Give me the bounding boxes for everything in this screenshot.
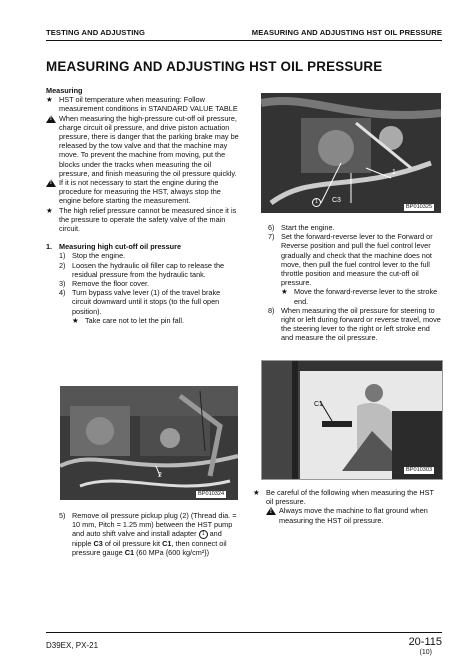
step-number: 6) xyxy=(268,223,275,232)
tool-code: C3 xyxy=(93,538,103,548)
step-number: 8) xyxy=(268,305,275,315)
photo-caption: BP010303 xyxy=(406,467,433,473)
star-icon: ★ xyxy=(281,287,288,297)
step-text: of oil pressure kit xyxy=(104,538,161,548)
note-text: HST oil temperature when measuring: Follow measurement conditions in STANDARD VALUE TABLE xyxy=(59,95,238,114)
note-relief-pressure xyxy=(46,206,239,234)
step-3 xyxy=(59,279,239,288)
section-heading xyxy=(46,242,239,251)
step-number: 1) xyxy=(59,251,66,261)
warning-parking-brake xyxy=(46,114,239,178)
callout-adapter: 1 xyxy=(312,198,321,207)
step-text: , then connect oil pressure gauge xyxy=(72,538,227,558)
header-section: TESTING AND ADJUSTING xyxy=(46,28,145,37)
note-caution xyxy=(253,488,442,506)
step-text: Remove oil pressure pickup plug (2) (Thread dia. = 10 mm, Pitch = 1.25 mm) between the HST pump and auto shift valve and install adapter xyxy=(72,511,237,539)
footer-rule xyxy=(46,632,442,633)
step-text: When measuring the oil pressure for steering to right or left during forward or reverse travel, move the steering lever to the right or left stroke end and measure the oil pressure. xyxy=(281,305,441,343)
callout-gauge: C1 xyxy=(314,401,323,408)
photo-caption: BP010324 xyxy=(198,491,225,497)
photo-artwork xyxy=(261,93,441,213)
step-number: 2) xyxy=(59,260,66,270)
tool-code: C1 xyxy=(162,538,172,548)
note-text: Take care not to let the pin fall. xyxy=(85,315,184,325)
right-steps xyxy=(268,223,442,343)
photo-artwork xyxy=(262,361,442,479)
step-text: and nipple xyxy=(72,529,222,548)
warning-icon xyxy=(266,507,276,515)
step-number: 4) xyxy=(59,288,66,298)
step-5 xyxy=(59,511,239,557)
step-5-text xyxy=(59,511,239,557)
step-text: (60 MPa {600 kg/cm²}) xyxy=(136,548,210,558)
step-6 xyxy=(268,223,442,232)
left-column xyxy=(46,86,239,325)
section-title: Measuring high cut-off oil pressure xyxy=(59,242,182,252)
star-icon: ★ xyxy=(72,315,79,325)
step-text: Start the engine. xyxy=(281,223,335,232)
step-7 xyxy=(268,232,442,287)
photo-operator xyxy=(261,360,443,480)
page-title: MEASURING AND ADJUSTING HST OIL PRESSURE xyxy=(46,59,383,74)
photo-bypass-valve xyxy=(60,386,238,500)
step-number: 7) xyxy=(268,232,275,242)
step-text: Loosen the hydraulic oil filler cap to release the residual pressure from the hydraulic tank. xyxy=(72,260,225,279)
note-text: The high relief pressure cannot be measured since it is the pressure to operate the safety valve of the main circuit. xyxy=(59,205,237,234)
step-text: Set the forward-reverse lever to the Forward or Reverse position and pull the fuel control lever gradually and check that the machine does not move, then pull the fuel control lever to the full throttle position and measure the cut-off oil pressure. xyxy=(281,232,433,288)
photo-caption: BP010325 xyxy=(406,204,433,210)
callout-nipple: C3 xyxy=(332,197,341,204)
step-text: Stop the engine. xyxy=(72,251,126,261)
star-icon: ★ xyxy=(253,488,260,497)
header-rule xyxy=(46,40,442,41)
callout-label: 2 xyxy=(158,472,162,479)
step-text: Remove the floor cover. xyxy=(72,279,150,289)
step-2 xyxy=(59,261,239,279)
photo-artwork xyxy=(60,386,238,500)
step-text: Turn bypass valve lever (1) of the travel brake circuit downward until it stops (to the full open position). xyxy=(72,288,221,316)
footer-revision: (10) xyxy=(419,649,432,656)
photo-pickup-plug xyxy=(261,93,441,213)
running-header xyxy=(46,28,442,40)
step-1 xyxy=(59,251,239,260)
warning-text: Always move the machine to flat ground when measuring the HST oil pressure. xyxy=(279,506,428,525)
step-number: 3) xyxy=(59,279,66,289)
step-7-note xyxy=(281,287,442,305)
warning-icon xyxy=(46,179,56,187)
warning-flat-ground xyxy=(266,506,442,524)
callout-label: 1 xyxy=(392,169,396,176)
note-temperature xyxy=(46,95,239,113)
step-8 xyxy=(268,306,442,343)
section-number: 1. xyxy=(46,242,53,252)
step-4-note xyxy=(72,316,239,325)
tool-code: C1 xyxy=(124,548,135,558)
star-icon: ★ xyxy=(46,205,53,215)
warning-stop-engine xyxy=(46,178,239,206)
note-text: Move the forward-reverse lever to the stroke end. xyxy=(294,287,438,306)
note-text: Be careful of the following when measuring the HST oil pressure. xyxy=(266,488,434,507)
footer-page-number: 20-115 xyxy=(408,636,442,648)
header-topic: MEASURING AND ADJUSTING HST OIL PRESSURE xyxy=(251,28,442,37)
star-icon: ★ xyxy=(46,95,53,105)
step-4 xyxy=(59,288,239,316)
adapter-number: 1 xyxy=(199,530,208,539)
warning-icon xyxy=(46,115,56,123)
warning-text: When measuring the high-pressure cut-off oil pressure, charge circuit oil pressure, and drive piston actuation pressure, there is danger that the parking brake may be released by the tow valve and that the machine may move. To prevent the machine from moving, put the blocks under the tracks when measuring the oil pressure, and finish measuring the oil pressure quickly. xyxy=(59,113,239,178)
step-number: 5) xyxy=(59,511,66,520)
measuring-heading: Measuring xyxy=(46,86,83,95)
warning-text: If it is not necessary to start the engine during the procedure for measuring the HST, always stop the engine before starting the measurement. xyxy=(59,178,221,206)
footer-model: D39EX, PX-21 xyxy=(46,641,99,650)
right-notes xyxy=(253,488,442,525)
